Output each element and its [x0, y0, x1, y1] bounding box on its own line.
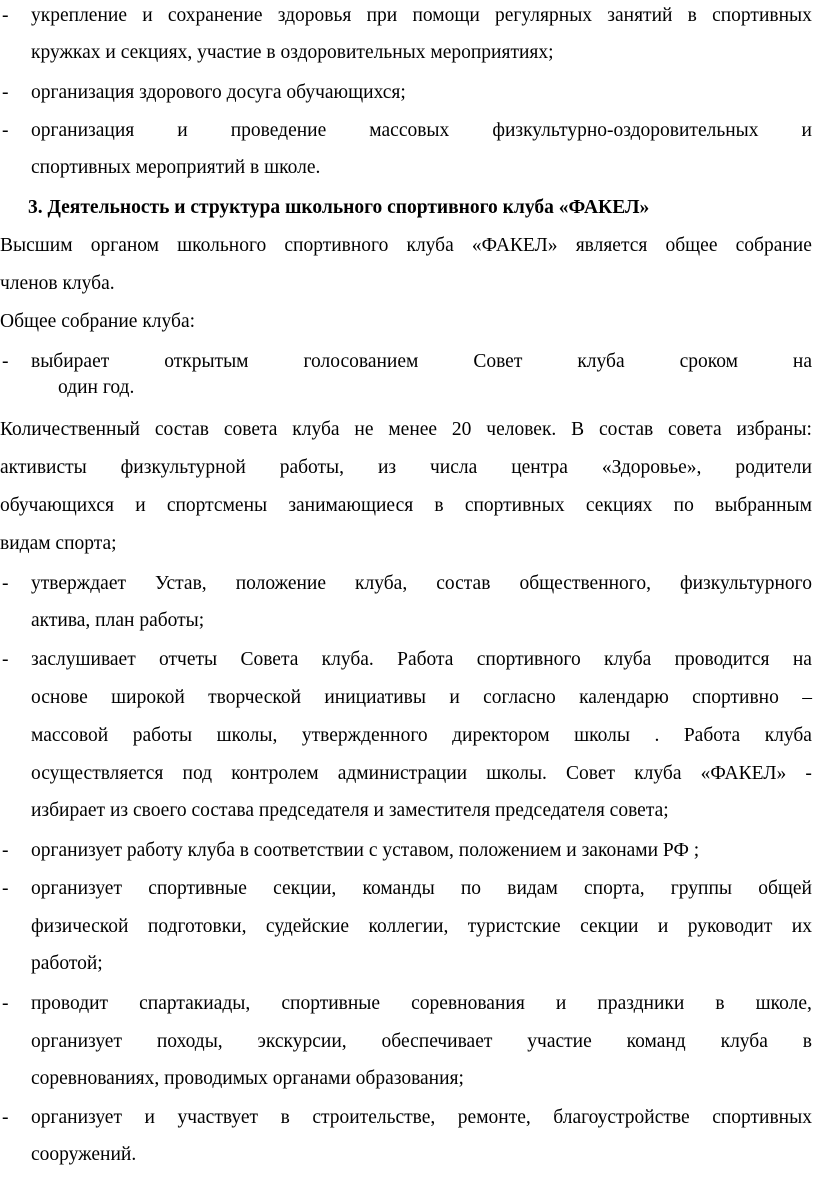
word: не: [354, 419, 374, 440]
word: под: [182, 763, 213, 784]
list-item-line: сооружений.: [31, 1144, 137, 1165]
word: состав: [599, 419, 654, 440]
word: руководит: [687, 916, 773, 937]
word: регулярных: [495, 5, 593, 26]
paragraph-line: [0, 418, 812, 442]
bullet-marker: -: [2, 120, 9, 141]
word: Работа: [397, 649, 454, 670]
word: из: [377, 457, 397, 478]
bullet-marker: -: [2, 840, 9, 861]
word: центра: [511, 457, 568, 478]
list-item-line: один год.: [58, 377, 135, 398]
word: основе: [31, 687, 88, 708]
word: походы,: [156, 1031, 223, 1052]
word: проведение: [230, 120, 327, 141]
word: выбирает: [31, 351, 110, 372]
word: соревнования: [411, 993, 525, 1014]
word: на: [792, 351, 812, 372]
word: команд: [626, 1031, 686, 1052]
list-item-line: соревнованиях, проводимых органами образования;: [31, 1068, 464, 1089]
word: клуба: [406, 235, 454, 256]
word: спортивных: [712, 5, 812, 26]
word: В: [571, 419, 585, 440]
word: в: [802, 1031, 812, 1052]
list-item-line: [31, 648, 812, 672]
list-item-line: [31, 686, 812, 710]
bullet-marker: -: [2, 878, 9, 899]
word: совета: [668, 419, 722, 440]
word: команды: [362, 878, 435, 899]
word: школьного: [177, 235, 267, 256]
word: отчеты: [159, 649, 218, 670]
word: спортивные: [148, 878, 247, 899]
word: Совет: [566, 763, 616, 784]
bullet-marker: -: [2, 993, 9, 1014]
word: при: [366, 5, 398, 26]
word: общее: [665, 235, 718, 256]
word: Работа: [683, 725, 741, 746]
word: на: [792, 649, 812, 670]
word: сохранение: [167, 5, 263, 26]
word: подготовки,: [147, 916, 247, 937]
paragraph-line: [0, 234, 812, 258]
word: занимающиеся: [288, 495, 414, 516]
word: осуществляется: [31, 763, 164, 784]
word: является: [575, 235, 648, 256]
word: открытым: [164, 351, 249, 372]
word: клуба: [720, 1031, 768, 1052]
list-item-line: кружках и секциях, участие в оздоровительных мероприятиях;: [31, 42, 554, 63]
word: школе,: [755, 993, 812, 1014]
list-item-line: [31, 724, 812, 748]
word: «Здоровье»,: [601, 457, 702, 478]
word: родители: [735, 457, 812, 478]
word: сроком: [679, 351, 738, 372]
word: в: [715, 993, 725, 1014]
word: секции,: [273, 878, 337, 899]
word: органом: [90, 235, 160, 256]
word: массовых: [369, 120, 450, 141]
word: секциях: [585, 495, 653, 516]
list-item-line: [31, 119, 812, 143]
paragraph-line: [0, 494, 812, 518]
word: секции: [580, 916, 639, 937]
word: клуба.: [321, 649, 374, 670]
word: директором: [452, 725, 550, 746]
word: -: [805, 763, 812, 784]
word: и: [135, 495, 146, 516]
section-heading: 3. Деятельность и структура школьного спортивного клуба «ФАКЕЛ»: [28, 197, 650, 218]
word: участвует: [177, 1107, 259, 1128]
word: и: [177, 120, 188, 141]
word: менее: [388, 419, 438, 440]
word: физкультурно-оздоровительных: [492, 120, 759, 141]
list-item-line: [31, 350, 812, 374]
list-item-line: [31, 572, 812, 596]
word: спортивного: [284, 235, 389, 256]
word: по: [673, 495, 694, 516]
list-item-line: актива, план работы;: [31, 610, 205, 631]
word: в: [434, 495, 444, 516]
bullet-marker: -: [2, 573, 9, 594]
word: состав: [436, 573, 491, 594]
list-item-line: спортивных мероприятий в школе.: [31, 157, 321, 178]
word: физкультурного: [679, 573, 812, 594]
word: помощи: [412, 5, 480, 26]
word: организация: [31, 120, 135, 141]
word: собрание: [735, 235, 812, 256]
word: группы: [670, 878, 733, 899]
word: занятий: [607, 5, 673, 26]
word: –: [802, 687, 812, 708]
list-item-line: [31, 915, 812, 939]
word: судейские: [265, 916, 350, 937]
list-item-line: [31, 1030, 812, 1054]
word: обучающихся: [0, 495, 114, 516]
word: Количественный: [0, 419, 140, 440]
paragraph-line: [0, 456, 812, 480]
word: работы,: [279, 457, 345, 478]
word: утвержденного: [301, 725, 428, 746]
word: Совета: [240, 649, 299, 670]
word: в: [280, 1107, 290, 1128]
word: школы,: [216, 725, 278, 746]
word: заслушивает: [31, 649, 136, 670]
word: физкультурной: [120, 457, 246, 478]
word: спортивных: [712, 1107, 812, 1128]
word: их: [791, 916, 812, 937]
word: голосованием: [303, 351, 419, 372]
word: ремонте,: [457, 1107, 531, 1128]
word: организует: [31, 878, 122, 899]
word: утверждает: [31, 573, 126, 594]
word: 20: [451, 419, 472, 440]
word: спортивных: [464, 495, 565, 516]
word: клуба: [764, 725, 812, 746]
word: согласно: [483, 687, 556, 708]
list-item-line: [31, 1106, 812, 1130]
word: и: [555, 993, 567, 1014]
bullet-marker: -: [2, 1107, 9, 1128]
word: массовой: [31, 725, 109, 746]
word: «ФАКЕЛ»: [471, 235, 558, 256]
word: туристские: [467, 916, 561, 937]
list-item-line: организует работу клуба в соответствии с уставом, положением и законами РФ ;: [31, 840, 700, 861]
word: «ФАКЕЛ»: [700, 763, 787, 784]
word: коллегии,: [368, 916, 449, 937]
list-item-line: работой;: [31, 953, 103, 974]
word: спортивные: [281, 993, 381, 1014]
bullet-marker: -: [2, 82, 9, 103]
word: положение: [235, 573, 327, 594]
word: физической: [31, 916, 129, 937]
word: творческой: [208, 687, 302, 708]
word: организует: [31, 1107, 122, 1128]
word: спортсмены: [166, 495, 268, 516]
word: числа: [430, 457, 478, 478]
word: здоровья: [277, 5, 352, 26]
word: и: [801, 120, 812, 141]
word: клуба: [292, 419, 340, 440]
word: совета: [223, 419, 278, 440]
word: контролем: [231, 763, 319, 784]
word: и: [657, 916, 669, 937]
word: общей: [758, 878, 812, 899]
word: и: [449, 687, 460, 708]
word: обеспечивает: [381, 1031, 493, 1052]
word: в: [687, 5, 697, 26]
word: клуба: [577, 351, 625, 372]
list-item-line: [31, 4, 812, 28]
word: организует: [31, 1031, 122, 1052]
word: клуба: [604, 649, 652, 670]
word: проводит: [31, 993, 109, 1014]
word: благоустройстве: [553, 1107, 690, 1128]
word: .: [654, 725, 660, 746]
paragraph-line: видам спорта;: [0, 533, 117, 554]
word: широкой: [111, 687, 185, 708]
word: общественного,: [519, 573, 651, 594]
word: избраны:: [736, 419, 812, 440]
bullet-marker: -: [2, 649, 9, 670]
word: выбранным: [715, 495, 812, 516]
word: спортивного: [476, 649, 581, 670]
word: клуба: [634, 763, 682, 784]
word: школы.: [486, 763, 547, 784]
word: Совет: [473, 351, 523, 372]
list-item-line: организация здорового досуга обучающихся;: [31, 82, 406, 103]
list-item-line: [31, 762, 812, 786]
word: укрепление: [31, 5, 127, 26]
list-item-line: [31, 877, 812, 901]
word: видам: [507, 878, 558, 899]
list-item-line: избирает из своего состава председателя и заместителя председателя совета;: [31, 800, 669, 821]
word: человек.: [486, 419, 557, 440]
word: и: [142, 5, 153, 26]
word: работы: [132, 725, 193, 746]
word: инициативы: [324, 687, 426, 708]
word: и: [144, 1107, 155, 1128]
word: Устав,: [155, 573, 207, 594]
bullet-marker: -: [2, 5, 9, 26]
word: школы: [574, 725, 630, 746]
word: спорта,: [583, 878, 645, 899]
word: праздники: [597, 993, 685, 1014]
word: экскурсии,: [257, 1031, 347, 1052]
word: участие: [527, 1031, 592, 1052]
word: по: [460, 878, 482, 899]
word: строительстве,: [312, 1107, 436, 1128]
list-item-line: [31, 992, 812, 1016]
word: спортивно: [692, 687, 779, 708]
word: администрации: [337, 763, 468, 784]
word: состав: [154, 419, 209, 440]
paragraph-line: членов клуба.: [0, 273, 115, 294]
word: активисты: [0, 457, 87, 478]
word: календарю: [579, 687, 669, 708]
bullet-marker: -: [2, 351, 9, 372]
word: спартакиады,: [139, 993, 251, 1014]
word: Высшим: [0, 235, 73, 256]
paragraph-line: Общее собрание клуба:: [0, 311, 196, 332]
word: проводится: [674, 649, 770, 670]
word: клуба,: [355, 573, 408, 594]
